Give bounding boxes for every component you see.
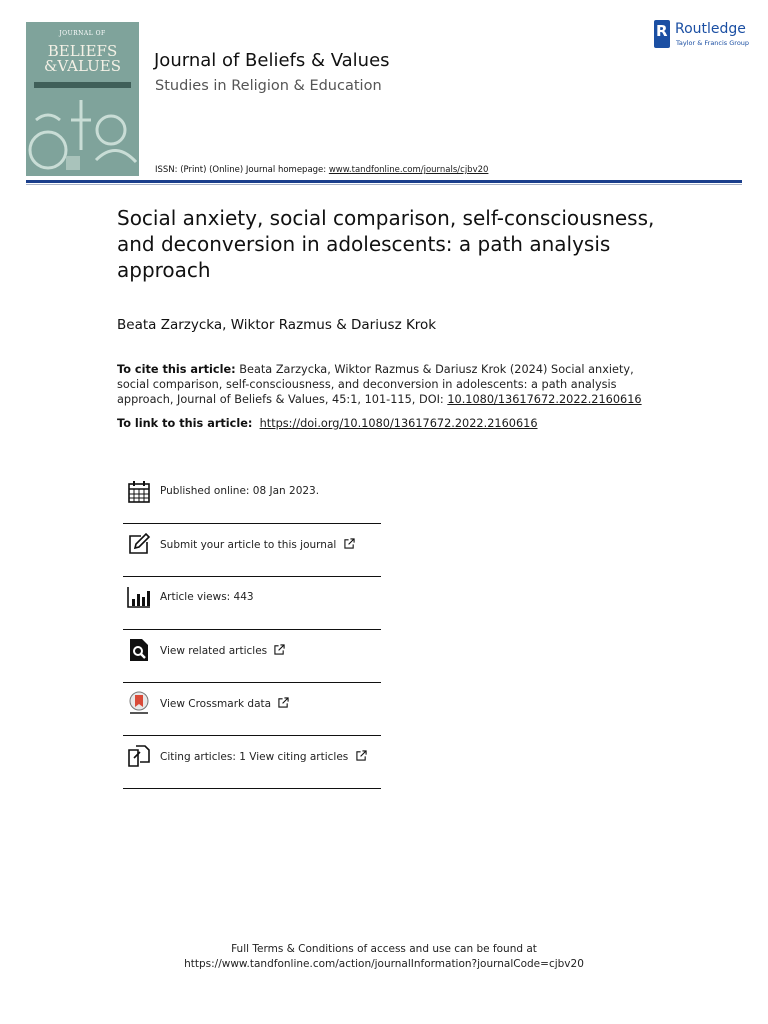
external-link-icon: [344, 538, 355, 549]
journal-cover-image: [26, 22, 139, 176]
related-articles-link[interactable]: [160, 644, 285, 657]
external-link-icon: [278, 697, 289, 708]
bar-chart-icon: [127, 585, 151, 609]
header-divider-thin: [26, 184, 742, 185]
related-label: View related articles: [160, 645, 268, 657]
issn-line: [155, 165, 488, 175]
article-info-list: [123, 470, 381, 789]
article-authors: Beata Zarzycka, Wiktor Razmus & Dariusz Krok: [117, 317, 437, 333]
publisher-logo: [654, 20, 750, 50]
article-title: Social anxiety, social comparison, self-consciousness, and deconversion in adolescents: a path analysis approach: [117, 206, 655, 282]
cover-top-text: JOURNAL OF: [59, 30, 106, 37]
cover-artwork: [26, 90, 139, 176]
citing-articles-link[interactable]: [160, 750, 367, 763]
routledge-logo-icon: [654, 20, 670, 48]
citation-block: [117, 362, 657, 407]
publisher-group: Taylor & Francis Group: [676, 39, 750, 47]
related-row[interactable]: [123, 630, 381, 683]
article-views: Article views: 443: [160, 591, 254, 603]
citing-documents-icon: [127, 744, 151, 768]
crossmark-label: View Crossmark data: [160, 698, 272, 710]
document-search-icon: [127, 638, 151, 662]
views-row: [123, 577, 381, 630]
journal-name: Journal of Beliefs & Values: [154, 50, 390, 71]
crossmark-row[interactable]: [123, 683, 381, 736]
published-date: Published online: 08 Jan 2023.: [160, 485, 320, 497]
publisher-name: Routledge: [675, 21, 746, 37]
article-doi-url-link[interactable]: https://doi.org/10.1080/13617672.2022.2160616: [259, 417, 538, 430]
journal-homepage-link[interactable]: www.tandfonline.com/journals/cjbv20: [328, 165, 489, 175]
crossmark-icon: [127, 691, 151, 715]
doi-link[interactable]: 10.1080/13617672.2022.2160616: [447, 393, 642, 406]
submit-label: Submit your article to this journal: [160, 539, 337, 551]
cover-title-line2: &VALUES: [43, 57, 121, 75]
issn-label: ISSN: (Print) (Online) Journal homepage:: [155, 165, 327, 175]
cover-band: [34, 82, 131, 88]
citing-label: Citing articles: 1 View citing articles: [160, 751, 349, 763]
cover-title: [26, 44, 139, 74]
citing-row[interactable]: [123, 736, 381, 789]
footer-line1: Full Terms & Conditions of access and use can be found at: [231, 943, 537, 955]
submit-article-link[interactable]: [160, 538, 355, 551]
calendar-icon: [127, 480, 151, 504]
link-label: To link to this article:: [117, 417, 253, 430]
external-link-icon: [274, 644, 285, 655]
crossmark-link[interactable]: [160, 697, 289, 710]
link-block: [117, 417, 538, 430]
cite-text: Beata Zarzycka, Wiktor Razmus & Dariusz Krok (2024) Social anxiety, social comparison, self-consciousness, and deconversion in adolescents: a path analysis approach, Journal of Beliefs & Values, 45:1, 101-115, DOI:: [117, 363, 634, 406]
footer-terms-url: https://www.tandfonline.com/action/journalInformation?journalCode=cjbv20: [184, 958, 584, 970]
edit-icon: [127, 532, 151, 556]
cite-label: To cite this article:: [117, 363, 236, 376]
terms-footer: [0, 942, 768, 972]
external-link-icon: [356, 750, 367, 761]
published-row: [123, 470, 381, 524]
cover-title-line1: BELIEFS: [47, 42, 118, 60]
journal-subtitle: Studies in Religion & Education: [155, 78, 382, 94]
submit-row[interactable]: [123, 524, 381, 577]
